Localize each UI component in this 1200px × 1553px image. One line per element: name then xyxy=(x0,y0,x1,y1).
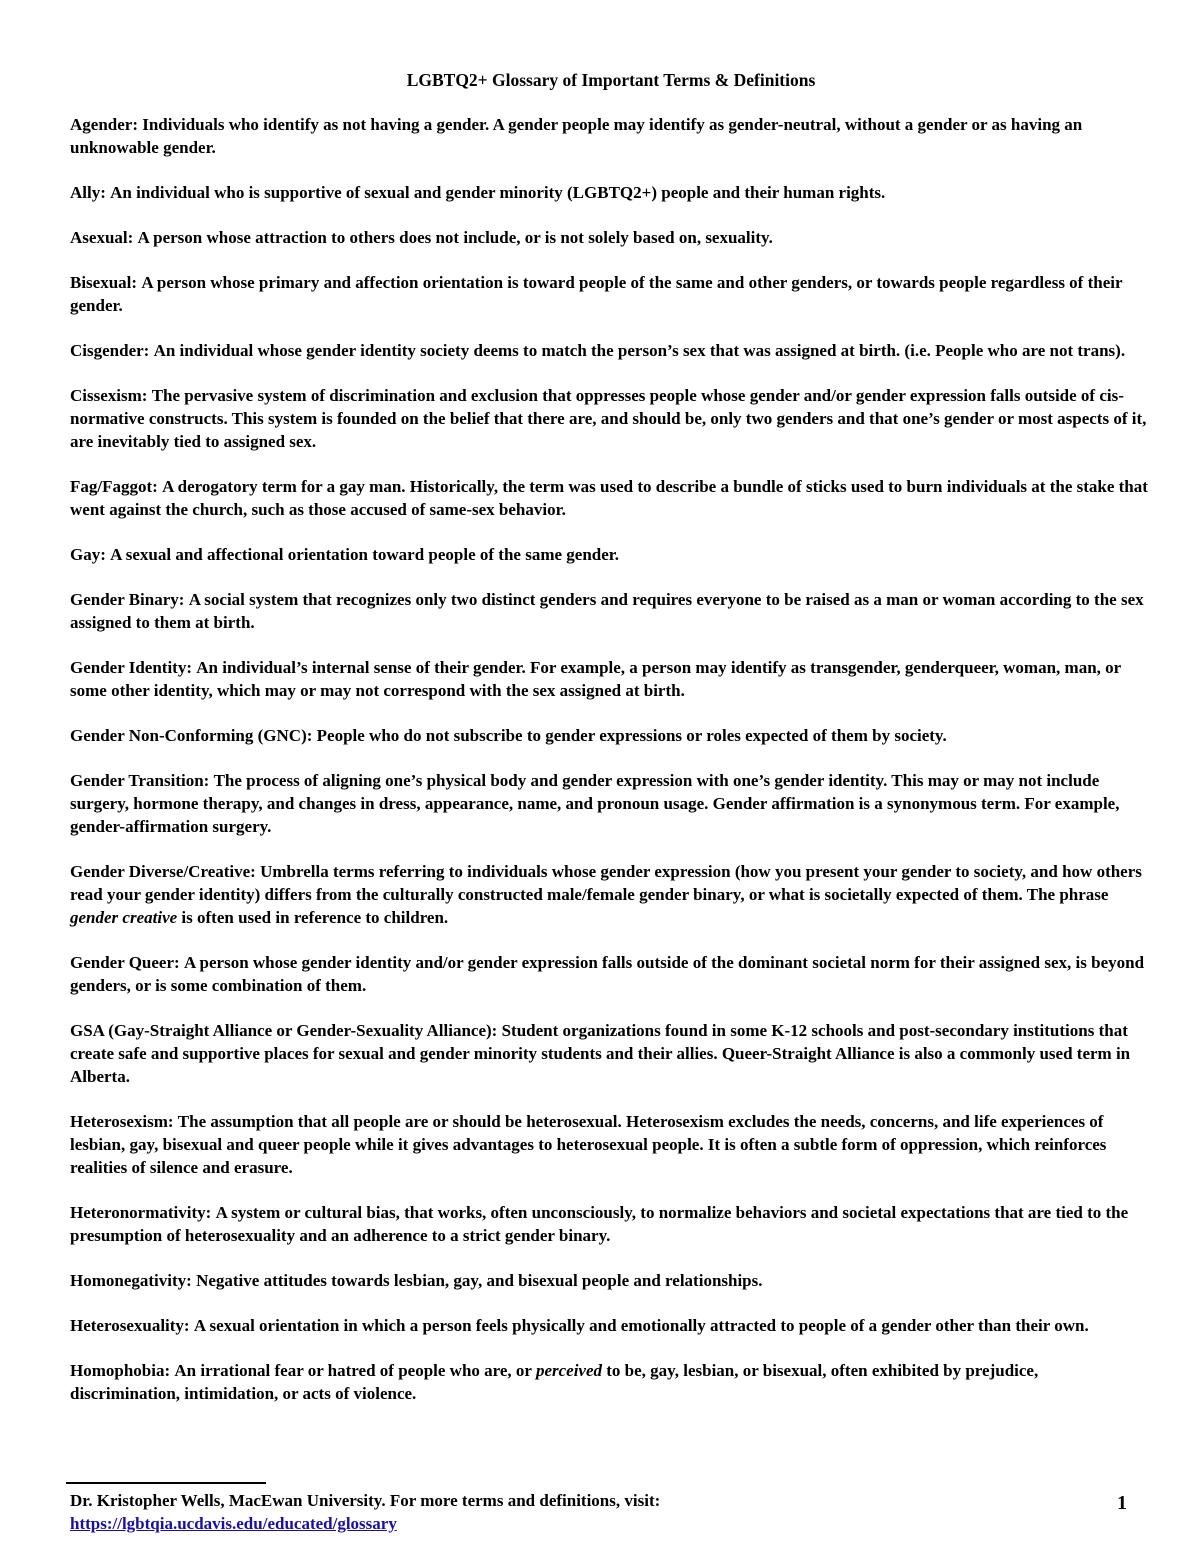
entry-term: Homophobia: xyxy=(70,1361,171,1380)
glossary-entry-gnc xyxy=(70,724,1152,747)
entry-definition: A person whose primary and affection orientation is toward people of the same and other genders, or towards people regardless of their gender. xyxy=(70,273,1123,315)
entry-definition-part: to be, gay, lesbian, or bisexual, often exhibited by prejudice, discrimination, intimidation, or acts of violence. xyxy=(70,1361,1039,1403)
glossary-entry-gender-diverse xyxy=(70,860,1152,929)
entry-definition: An individual who is supportive of sexual and gender minority (LGBTQ2+) people and their human rights. xyxy=(110,183,886,202)
entry-term: Homonegativity: xyxy=(70,1271,192,1290)
entry-definition: The pervasive system of discrimination and exclusion that oppresses people whose gender and/or gender expression falls outside of cis-normative constructs. This system is founded on the belief that there are, and should be, only two genders and that one’s gender or most aspects of it, are inevitably tied to assigned sex. xyxy=(70,386,1147,451)
entry-term: Gender Queer: xyxy=(70,953,180,972)
entry-definition: The process of aligning one’s physical body and gender expression with one’s gender identity. This may or may not include surgery, hormone therapy, and changes in dress, appearance, name, and pronoun usage. Gender affirmation is a synonymous term. For example, gender-affirmation surgery. xyxy=(70,771,1120,836)
entry-term: Heterosexuality: xyxy=(70,1316,190,1335)
entry-term: Bisexual: xyxy=(70,273,138,292)
entry-definition: An individual’s internal sense of their gender. For example, a person may identify as transgender, genderqueer, woman, man, or some other identity, which may or may not correspond with the sex assigned at birth. xyxy=(70,658,1121,700)
entry-definition-part: Umbrella terms referring to individuals whose gender expression (how you present your gender to society, and how others read your gender identity) differs from the culturally constructed male/female gender binary, or what is societally expected of them. The phrase xyxy=(70,862,1142,904)
entry-term: Gender Identity: xyxy=(70,658,192,677)
entry-definition xyxy=(70,1361,1038,1403)
entry-definition: A person whose attraction to others does not include, or is not solely based on, sexuality. xyxy=(137,228,773,247)
entry-term: Gender Binary: xyxy=(70,590,185,609)
document-title: LGBTQ2+ Glossary of Important Terms & Definitions xyxy=(406,70,816,90)
entry-italic-phrase: perceived xyxy=(535,1361,603,1380)
glossary-entry-gender-binary xyxy=(70,588,1152,634)
entry-definition: A person whose gender identity and/or gender expression falls outside of the dominant societal norm for their assigned sex, is beyond genders, or is some combination of them. xyxy=(70,953,1145,995)
glossary-entry-gender-transition xyxy=(70,769,1152,838)
glossary-entry-gsa xyxy=(70,1019,1152,1088)
entry-definition: A derogatory term for a gay man. Historically, the term was used to describe a bundle of sticks used to burn individuals at the stake that went against the church, such as those accused of same-sex behavior. xyxy=(70,477,1148,519)
page-number: 1 xyxy=(1117,1492,1127,1514)
glossary-entry-heteronormativity xyxy=(70,1201,1152,1247)
entry-term: Cisgender: xyxy=(70,341,150,360)
glossary-entry-cissexism xyxy=(70,384,1152,453)
glossary-entry-gender-queer xyxy=(70,951,1152,997)
entry-definition-part: is often used in reference to children. xyxy=(177,908,449,927)
glossary-entry-homonegativity xyxy=(70,1269,1152,1292)
entry-term: Gay: xyxy=(70,545,106,564)
entry-italic-phrase: gender creative xyxy=(70,908,178,927)
entry-definition: Individuals who identify as not having a gender. A gender people may identify as gender-neutral, without a gender or as having an unknowable gender. xyxy=(70,115,1083,157)
footer-divider xyxy=(66,1482,266,1484)
entry-term: Gender Transition: xyxy=(70,771,210,790)
glossary-entry-heterosexism xyxy=(70,1110,1152,1179)
entry-term: Cissexism: xyxy=(70,386,148,405)
glossary-entry-homophobia xyxy=(70,1359,1152,1405)
glossary-link[interactable]: https://lgbtqia.ucdavis.edu/educated/glossary xyxy=(70,1514,397,1533)
entry-definition: Negative attitudes towards lesbian, gay, and bisexual people and relationships. xyxy=(196,1271,763,1290)
glossary-entry-cisgender xyxy=(70,339,1152,362)
entry-definition: A sexual orientation in which a person feels physically and emotionally attracted to people of a gender other than their own. xyxy=(193,1316,1089,1335)
glossary-entry-ally xyxy=(70,181,1152,204)
glossary-entry-agender xyxy=(70,113,1152,159)
entry-definition: A social system that recognizes only two distinct genders and requires everyone to be raised as a man or woman according to the sex assigned to them at birth. xyxy=(70,590,1144,632)
entry-term: Heteronormativity: xyxy=(70,1203,212,1222)
glossary-entry-gender-identity xyxy=(70,656,1152,702)
entry-definition: A sexual and affectional orientation toward people of the same gender. xyxy=(110,545,620,564)
glossary-entry-asexual xyxy=(70,226,1152,249)
entry-term: Ally: xyxy=(70,183,106,202)
entry-term: Fag/Faggot: xyxy=(70,477,158,496)
glossary-entry-bisexual xyxy=(70,271,1152,317)
entry-term: Gender Diverse/Creative: xyxy=(70,862,256,881)
entry-term: Heterosexism: xyxy=(70,1112,174,1131)
footer-credit: Dr. Kristopher Wells, MacEwan University. For more terms and definitions, visit: xyxy=(70,1491,661,1510)
glossary-entry-heterosexuality xyxy=(70,1314,1152,1337)
entry-definition: A system or cultural bias, that works, often unconsciously, to normalize behaviors and societal expectations that are tied to the presumption of heterosexuality and an adherence to a strict gender binary. xyxy=(70,1203,1129,1245)
glossary-entry-gay xyxy=(70,543,1152,566)
document-page xyxy=(70,70,1152,1427)
entry-definition: The assumption that all people are or should be heterosexual. Heterosexism excludes the needs, concerns, and life experiences of lesbian, gay, bisexual and queer people while it gives advantages to heterosexual people. It is often a subtle form of oppression, which reinforces realities of silence and erasure. xyxy=(70,1112,1107,1177)
entry-definition: People who do not subscribe to gender expressions or roles expected of them by society. xyxy=(316,726,947,745)
entry-definition: An individual whose gender identity society deems to match the person’s sex that was assigned at birth. (i.e. People who are not trans). xyxy=(153,341,1126,360)
page-footer xyxy=(70,1489,1070,1535)
entry-definition: Student organizations found in some K-12 schools and post-secondary institutions that create safe and supportive places for sexual and gender minority students and their allies. Queer-Straight Alliance is also a commonly used term in Alberta. xyxy=(70,1021,1131,1086)
entry-term: Asexual: xyxy=(70,228,134,247)
entry-term: GSA (Gay-Straight Alliance or Gender-Sexuality Alliance): xyxy=(70,1021,498,1040)
entry-term: Gender Non-Conforming (GNC): xyxy=(70,726,313,745)
glossary-entry-fag xyxy=(70,475,1152,521)
entry-definition-part: An irrational fear or hatred of people who are, or xyxy=(174,1361,536,1380)
entry-term: Agender: xyxy=(70,115,138,134)
